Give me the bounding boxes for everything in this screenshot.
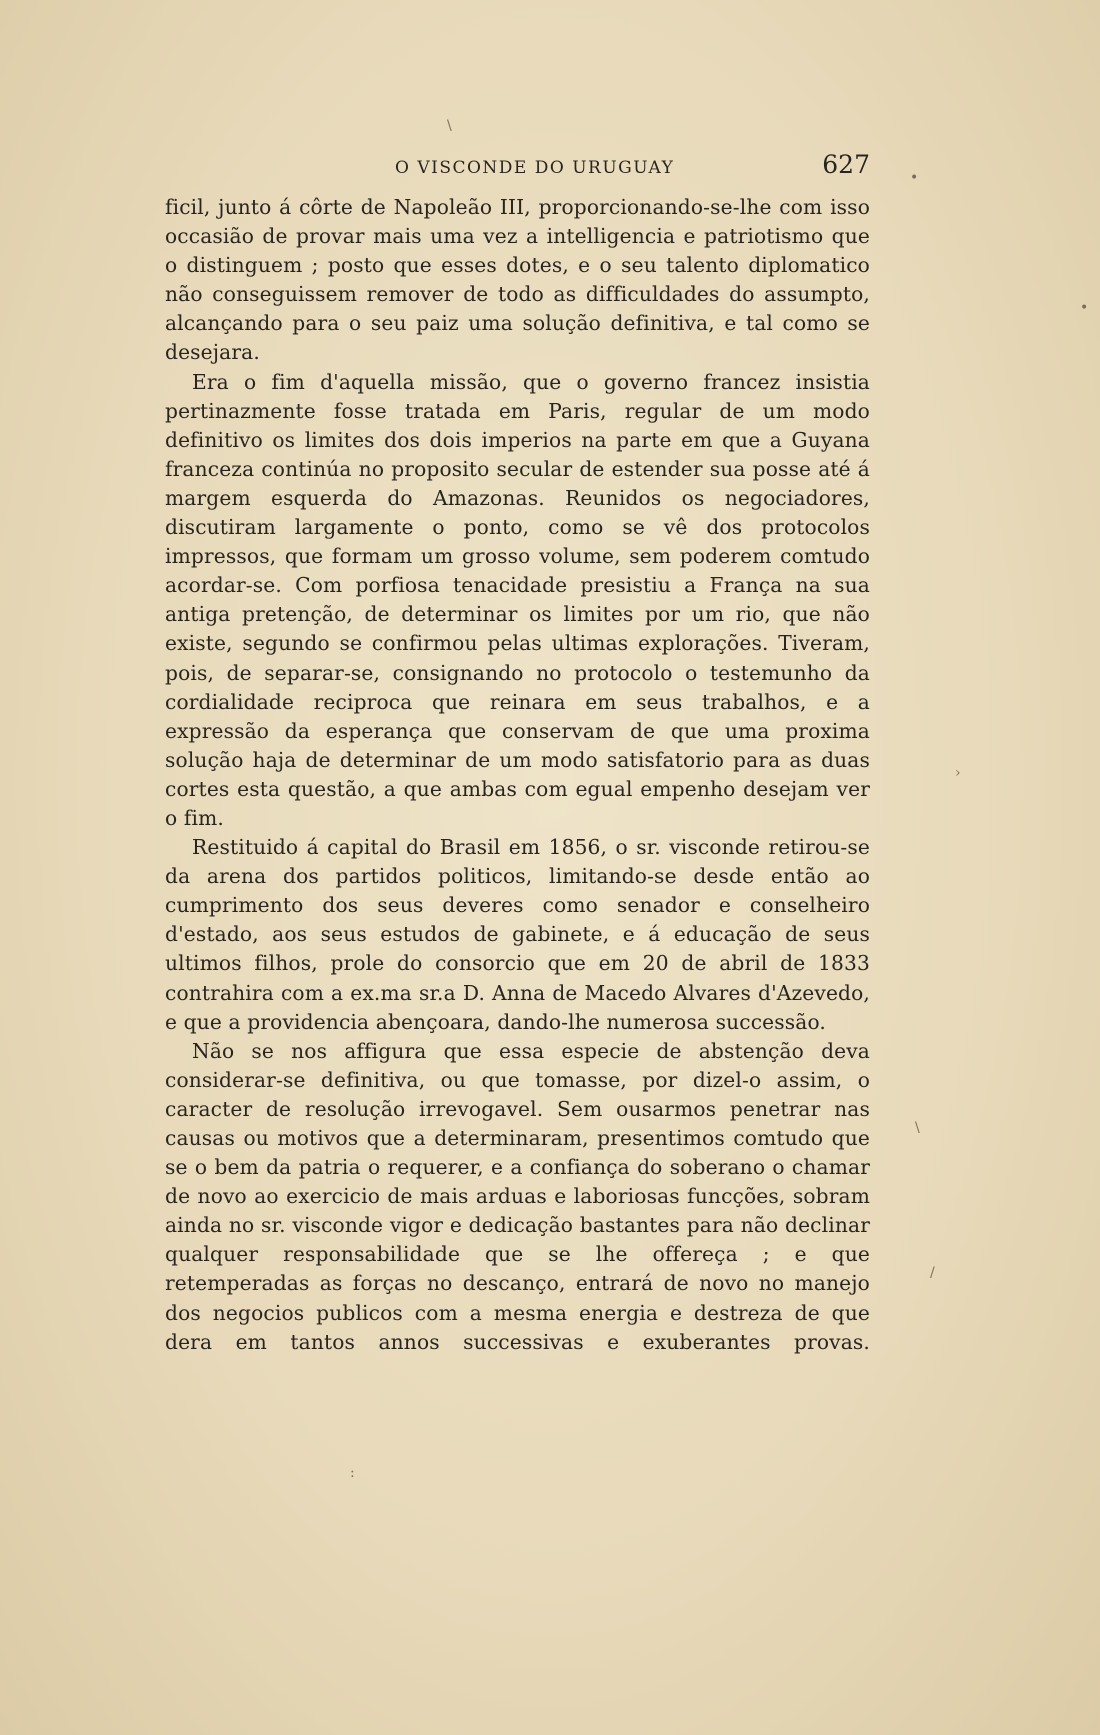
paragraph-2: Era o fim d'aquella missão, que o governo francez insistia pertinazmente fosse tratada em Paris, regular de um modo definitivo os limites dos dois imperios na parte em que a Guyana franceza continúa no proposito secular de estender sua posse até á margem esquerda do Amazonas. Reunidos os negociadores, discutiram largamente o ponto, como se vê dos protocolos impressos, que formam um grosso volume, sem poderem comtudo acordar-se. Com porfiosa tenacidade presistiu a França na sua antiga pretenção, de determinar os limites por um rio, que não existe, segundo se confirmou pelas ultimas explorações. Tiveram, pois, de separar-se, consignando no protocolo o testemunho da cordialidade reciproca que reinara em seus trabalhos, e a expressão da esperança que conservam de que uma proxima solução haja de determinar de um modo satisfatorio para as duas cortes esta questão, a que ambas com egual empenho desejam ver o fim. [165, 369, 870, 830]
paper-speck: • [910, 170, 919, 186]
paragraph-3: Restituido á capital do Brasil em 1856, o sr. visconde retirou-se da arena dos partidos politicos, limitando-se desde então ao cumprimento dos seus deveres como senador e conselheiro d'estado, aos seus estudos de gabinete, e á educação de seus ultimos filhos, prole do consorcio que em 20 de abril de 1833 contrahira com a ex.ma sr.a D. Anna de Macedo Alvares d'Azevedo, e que a providencia abençoara, dando-lhe numerosa successão. [165, 835, 870, 1034]
paper-speck: › [955, 765, 961, 781]
paragraph-1: ficil, junto á côrte de Napoleão III, proporcionando-se-lhe com isso occasião de provar mais uma vez a intelligencia e patriotismo que o distinguem ; posto que esses dotes, e o seu talento diplomatico não conseguissem remover de todo as difficuldades do assumpto, alcançando para o seu paiz uma solução definitiva, e tal como se desejara. [165, 195, 870, 365]
paper-speck: • [1080, 300, 1089, 316]
page-number: 627 [822, 150, 870, 179]
paragraph-4: Não se nos affigura que essa especie de abstenção deva considerar-se definitiva, ou que tomasse, por dizel-o assim, o caracter de resolução irrevogavel. Sem ousarmos penetrar nas causas ou motivos que a determinaram, presentimos comtudo que se o bem da patria o requerer, e a confiança do soberano o chamar de novo ao exercicio de mais arduas e laboriosas funcções, sobram ainda no sr. visconde vigor e dedicação bastantes para não declinar qualquer responsabilidade que se lhe offereça ; e que retemperadas as forças no descanço, entrará de novo no manejo dos negocios publicos com a mesma energia e destreza de que dera em tantos annos successivas e exuberantes provas. [165, 1038, 870, 1354]
paper-speck: : [350, 1465, 355, 1481]
body-text [165, 193, 870, 1357]
page-header [165, 150, 870, 190]
paper-speck: \ [915, 1120, 920, 1136]
paper-speck: \ [447, 118, 452, 134]
paper-speck: / [930, 1265, 935, 1281]
running-title: O VISCONDE DO URUGUAY [395, 158, 675, 178]
